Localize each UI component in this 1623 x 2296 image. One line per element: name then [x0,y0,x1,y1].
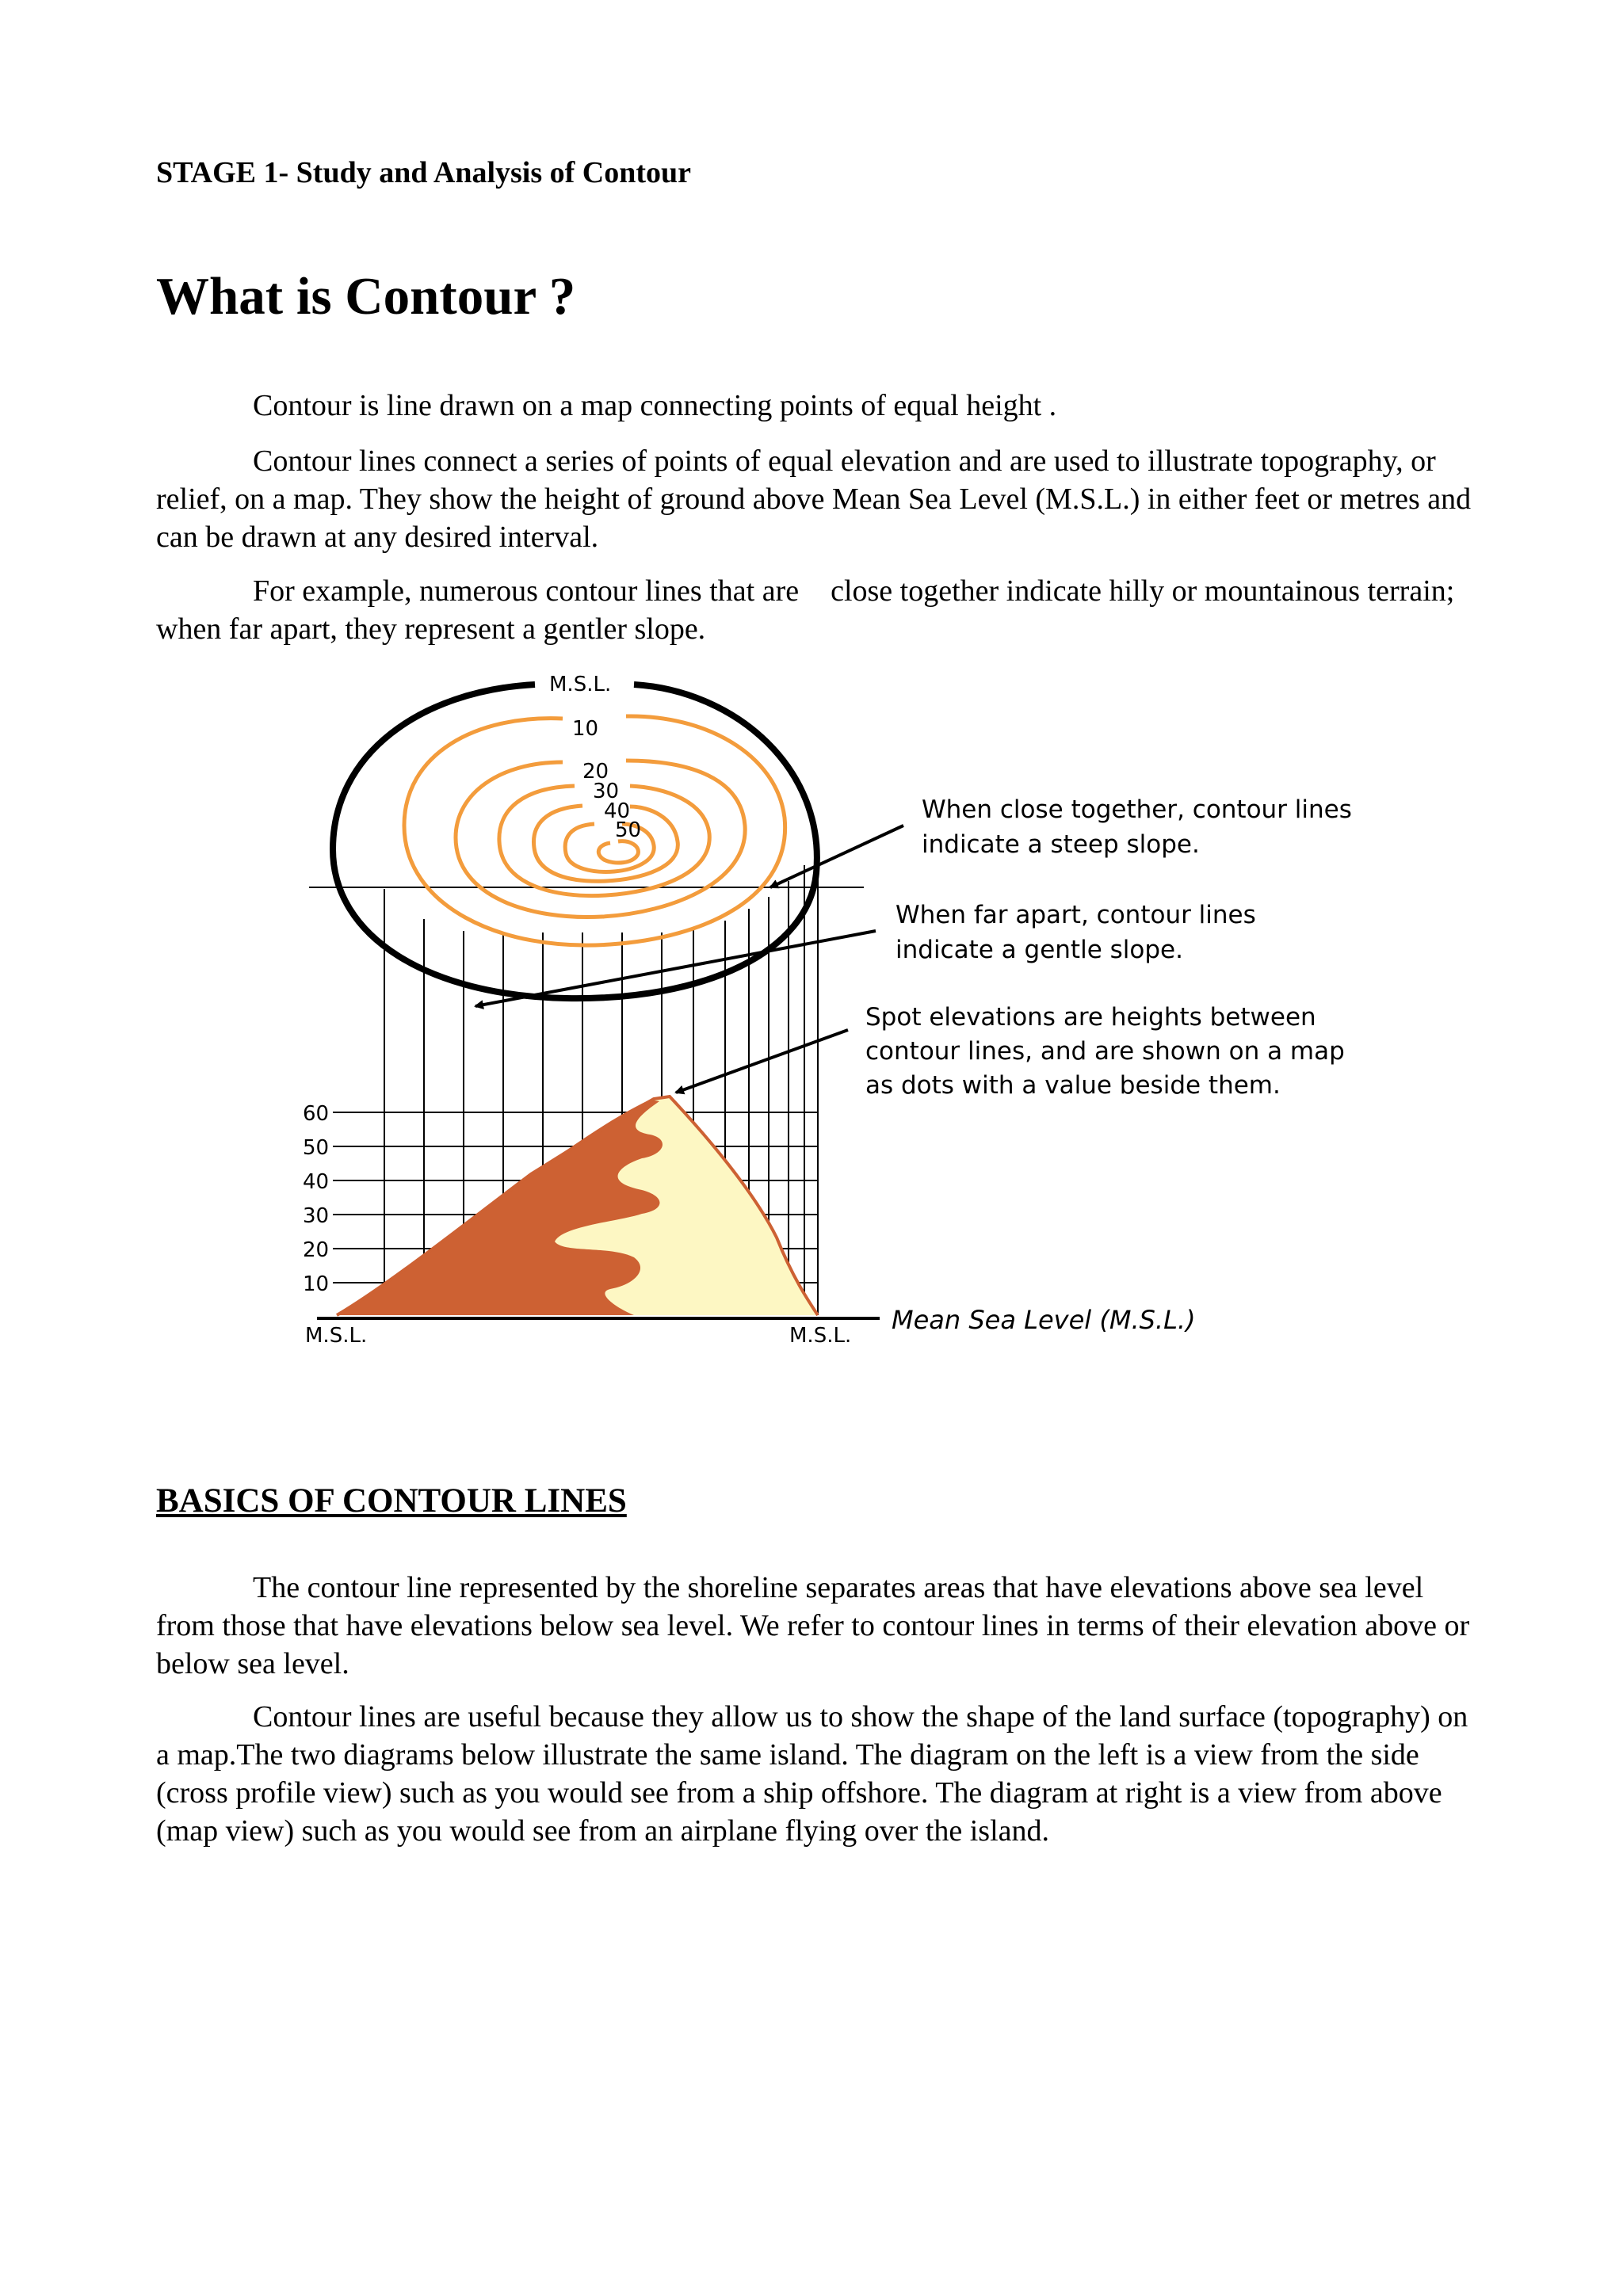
contour-diagram [293,667,1371,1356]
contour-rings [404,716,785,945]
profile-tick-50: 50 [303,1136,330,1160]
contour-label-40: 40 [604,799,631,823]
intro-paragraph-1 [156,387,1472,425]
intro-text-2: Contour lines connect a series of points of equal elevation and are used to illustrate topography, or relief, on a map. They show the height of ground above Mean Sea Level (M.S.L.) in either feet or metres and can be drawn at any desired interval. [156,444,1472,554]
basics-paragraph-2 [156,1698,1472,1850]
contour-label-msl: M.S.L. [549,673,612,696]
intro-paragraph-3 [156,572,1472,648]
contour-label-50: 50 [615,818,642,842]
stage-heading: STAGE 1- Study and Analysis of Contour [156,156,692,189]
profile-tick-20: 20 [303,1238,330,1262]
callout-notes [865,795,1352,1100]
contour-labels [549,673,641,842]
note-gentle-line-2: indicate a gentle slope. [896,936,1183,964]
profile-msl-right: M.S.L. [789,1324,852,1348]
intro-text-3a: For example, numerous contour lines that are [253,574,800,608]
profile-tick-60: 60 [303,1102,330,1126]
callout-arrows [475,826,903,1093]
contour-label-30: 30 [593,780,620,803]
note-spot-line-2: contour lines, and are shown on a map [865,1037,1345,1066]
page-title: What is Contour ? [156,267,576,326]
profile-tick-40: 40 [303,1170,330,1194]
basics-text-1: The contour line represented by the shoreline separates areas that have elevations above sea level from those that have elevations below sea level. We refer to contour lines in terms of their elevation above or below sea level. [156,1571,1470,1680]
island-profile [337,1097,818,1315]
basics-text-2: Contour lines are useful because they allow us to show the shape of the land surface (topography) on a map.The two diagrams below illustrate the same island. The diagram on the left is a view from the side (cross profile view) such as you would see from a ship offshore. The diagram at right is a view from above (map view) such as you would see from an airplane flying over the island. [156,1700,1468,1848]
intro-text-1: Contour is line drawn on a map connecting points of equal height . [253,389,1057,422]
profile-msl-left: M.S.L. [305,1324,368,1348]
note-gentle-line-1: When far apart, contour lines [896,901,1256,929]
profile-tick-10: 10 [303,1272,330,1296]
intro-text-3b: close together indicate hilly or mountainous terrain; when far apart, they represent a gentler slope. [156,574,1455,646]
contour-label-10: 10 [572,717,599,741]
note-steep-line-1: When close together, contour lines [922,795,1352,824]
note-spot-line-3: as dots with a value beside them. [865,1071,1281,1100]
basics-paragraph-1 [156,1569,1472,1683]
contour-label-20: 20 [582,760,609,784]
msl-caption: Mean Sea Level (M.S.L.) [892,1305,1196,1335]
basics-heading: BASICS OF CONTOUR LINES [156,1482,627,1520]
intro-paragraph-2 [156,442,1472,556]
note-spot-line-1: Spot elevations are heights between [865,1003,1316,1032]
note-steep-line-2: indicate a steep slope. [922,830,1200,859]
profile-tick-30: 30 [303,1204,330,1228]
